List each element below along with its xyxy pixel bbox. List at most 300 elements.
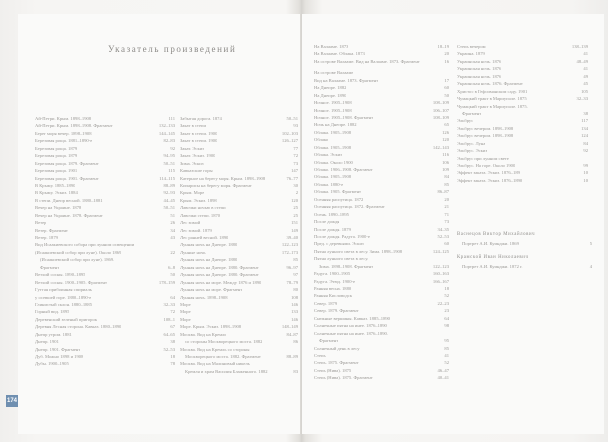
entry-page: 84 [444, 174, 449, 180]
entry-page: 50–51 [286, 116, 298, 121]
index-entry [457, 125, 588, 132]
entry-page: 50–51 [163, 205, 175, 211]
index-entry [35, 160, 175, 167]
entry-title: Москва. Вид на Малиновый никель [180, 361, 250, 367]
index-entry [457, 140, 588, 147]
entry-title: Закат. Эскиз [180, 145, 204, 151]
entry-title: Лунная ночь на Днепре. 1880. Фрагмент [180, 272, 259, 278]
entry-page: 32–33 [576, 96, 588, 102]
entry-title: Чумацкий тракт в Мариуполе. 1875 [457, 96, 527, 102]
entry-title: Облака. Эскиз [314, 152, 342, 158]
entry-title: Степь (Нива). 1875 [314, 367, 352, 373]
entry-title: Березовая роща. 1879. Фрагмент [35, 160, 99, 166]
entry-title: Лес зимой [180, 220, 201, 226]
entry-title: Москва. Вид на Кремль [180, 331, 227, 337]
index-column-2 [180, 111, 298, 375]
entry-title: Облака. 1905–1908 [314, 129, 352, 135]
entry-title: Степь (Нива). 1875. Фрагмент [314, 375, 373, 381]
index-entry [180, 160, 298, 167]
entry-title: Горный вид. 1895 [35, 309, 70, 315]
entry-page: 146 [291, 316, 298, 322]
index-entry [180, 227, 298, 234]
entry-page: 122–123 [432, 263, 449, 269]
entry-title: Крым. Эскиз. 1898 [180, 197, 217, 203]
entry-title: Закат в степи. 1900 [180, 130, 218, 136]
artist-work: Портрет А.И. Куинджи. 1869 5 [462, 241, 592, 246]
index-entry [35, 175, 175, 182]
index-entry [180, 256, 298, 263]
entry-page: 77 [293, 145, 298, 151]
entry-page: 92–93 [163, 190, 175, 196]
entry-title: Облака. 1880-е [314, 181, 344, 187]
entry-page: 105 [581, 88, 588, 94]
artist-work: Портрет А.И. Куинджи. 1872 г. 4 [462, 264, 592, 269]
entry-title: На Днепре. 1890 [314, 92, 347, 98]
entry-page: 93 [293, 123, 298, 129]
entry-title: Лунная ночь на море. Между 1876 и 1890 [180, 279, 262, 285]
index-entry [314, 278, 449, 285]
entry-page: 146 [291, 301, 298, 307]
index-entry [35, 152, 175, 159]
entry-page: 114–115 [159, 175, 175, 181]
entry-page: 10 [583, 177, 588, 183]
entry-title: Закат. Эскиз. 1900 [180, 153, 216, 159]
index-entry [180, 271, 298, 278]
entry-page: 34–35 [437, 226, 449, 232]
index-entry [35, 145, 175, 152]
index-entry [180, 115, 298, 122]
index-entry [457, 117, 588, 124]
entry-page: 10 [583, 170, 588, 176]
entry-title: Крым. Море [180, 190, 205, 196]
index-entry [35, 227, 175, 234]
entry-title: Лавочки ночью в степи [180, 205, 226, 211]
index-entry [457, 73, 588, 80]
entry-title: Север. 1879 [314, 300, 338, 306]
index-entry [314, 218, 449, 225]
index-entry [457, 58, 588, 65]
index-entry [314, 203, 449, 210]
entry-page: 126 [442, 129, 449, 135]
entry-title: Радуга. 1900–1905 [314, 271, 351, 277]
entry-title: Облака. 1905. Фрагмент [314, 189, 362, 195]
entry-page: 72 [170, 309, 175, 315]
entry-title: На острове Валааме [314, 70, 354, 76]
index-entry [180, 301, 298, 308]
index-entry [314, 129, 449, 136]
index-entry [180, 234, 298, 241]
index-entry [35, 316, 175, 323]
entry-page: 45 [583, 81, 588, 87]
entry-title: Солнечные пятна на инее. 1876–1890. [314, 330, 388, 336]
entry-page: 84 [583, 140, 588, 146]
entry-title: Дубы. 1900–1905 [35, 361, 69, 367]
entry-page: 92 [170, 145, 175, 151]
entry-page: 41 [583, 66, 588, 72]
index-entry [314, 367, 449, 374]
index-entry [457, 95, 588, 102]
entry-page: 151 [291, 220, 298, 226]
entry-title: Облака. 1905–1908 [314, 174, 352, 180]
entry-page: 18–19 [437, 44, 449, 49]
entry-title: Забытая дорога. 1874 [180, 116, 222, 121]
entry-title: Облака. 1905–1908 [314, 144, 352, 150]
entry-page: 41 [444, 352, 449, 358]
entry-title: Ранняя Кисловодск [314, 293, 352, 299]
index-entry [180, 279, 298, 286]
index-entry [180, 294, 298, 301]
entry-title: Эльбрус. Луна [457, 140, 486, 146]
entry-page: 39–40 [286, 235, 298, 240]
entry-title: со стороны Москворецкого моста. 1882 [185, 339, 263, 345]
entry-title: Эльбрус. Эскиз [457, 148, 488, 154]
index-entry [180, 241, 298, 248]
entry-page: 160–163 [432, 271, 449, 277]
entry-title: Эльбрус. На горе. Около 1900 [457, 163, 516, 168]
entry-page: 86 [293, 339, 298, 345]
index-column-3 [314, 43, 449, 382]
index-entry [314, 292, 449, 299]
entry-title: Украинская ночь. 1876 [457, 66, 502, 72]
entry-title: у осевшей горе. 1880–1890-е [35, 294, 92, 300]
index-entry [314, 352, 449, 359]
entry-page: 17 [444, 77, 449, 83]
index-entry [314, 114, 449, 121]
entry-page: 64 [170, 294, 175, 300]
entry-title: Пятна лунного света в лесу. [314, 256, 369, 262]
entry-title: Березовая роща. 1879 [35, 145, 78, 151]
entry-page: 80 [293, 287, 298, 293]
index-entry [180, 152, 298, 159]
index-entry [180, 137, 298, 144]
entry-page: 98 [444, 323, 449, 329]
index-entry [35, 264, 175, 271]
index-entry [314, 99, 449, 106]
entry-page: 60 [444, 241, 449, 247]
entry-page: 144–145 [158, 130, 175, 136]
right-page [302, 14, 604, 434]
entry-title: Лунная ночь на Днепре. 1880. Фрагмент [180, 264, 259, 270]
entry-title: Фрагмент [319, 338, 339, 344]
index-entry [457, 169, 588, 176]
entry-title: Солнечный день в лесу [314, 345, 360, 351]
entry-title: Берег моря вечер. 1898–1908 [35, 130, 92, 136]
entry-page: 60 [444, 85, 449, 91]
entry-title: Пятна лунного света в лесу. Зима. 1898–1908 [314, 248, 403, 254]
entry-title: Солнечные пятна на инее. 1876–1890 [314, 323, 387, 329]
entry-page: 115 [168, 168, 175, 174]
entry-page: 38 [170, 339, 175, 345]
index-entry [457, 80, 588, 87]
entry-title: Степь [314, 352, 326, 358]
entry-title: Глинистый склон. 1880–1885 [35, 301, 93, 307]
index-entry [314, 315, 449, 322]
entry-page: 52 [444, 293, 449, 299]
entry-page: 148–149 [281, 324, 298, 330]
entry-page: 52–53 [437, 233, 449, 239]
artist-name: Крамской Иван Николаевич [457, 255, 529, 260]
index-entry [314, 144, 449, 151]
index-entry [180, 331, 298, 338]
page-number-badge: 174 [6, 395, 18, 407]
entry-title: Чумацкий тракт в Мариуполе. 1875. [457, 103, 528, 109]
index-entry [35, 338, 175, 345]
entry-page: 124–125 [432, 248, 449, 254]
entry-title: Облака. Около 1900 [314, 159, 353, 165]
entry-page: 97 [293, 272, 298, 278]
entry-page: 111 [168, 116, 175, 121]
index-entry [314, 226, 449, 233]
index-entry [180, 167, 298, 174]
entry-title: Море [180, 309, 191, 315]
index-entry [457, 43, 588, 50]
entry-page: 26 [170, 220, 175, 226]
entry-page: 50 [170, 272, 175, 278]
entry-page: 122–123 [281, 242, 298, 248]
entry-page: 50–51 [163, 160, 175, 166]
entry-title: Зима. Эскиз [180, 160, 204, 166]
index-entry [314, 181, 449, 188]
index-entry [180, 122, 298, 129]
index-entry [314, 374, 449, 381]
index-entry [180, 353, 298, 360]
entry-page: 18 [170, 354, 175, 359]
entry-title: Дуб. Можно 1898 и 1908 [35, 354, 84, 359]
entry-title: Деревня Лесная сторона. Кавказ. 1880–1890 [35, 324, 122, 330]
entry-page: 116 [442, 152, 449, 158]
entry-title: Эффект заката. Эскиз. 1876–189 [457, 170, 520, 176]
index-entry [314, 248, 449, 255]
entry-page: 71 [444, 211, 449, 217]
index-entry [314, 107, 449, 114]
entry-page: 22 [170, 249, 175, 255]
entry-title: (Исаакиевский собор при луне). 1869. [40, 257, 115, 263]
index-entry [314, 69, 449, 76]
entry-page: 23 [444, 308, 449, 314]
index-entry [35, 204, 175, 211]
entry-title: В Крыму. Эскиз. 1884 [35, 190, 78, 196]
entry-title: Березовая роща. 1901 [35, 168, 78, 174]
index-entry [180, 212, 298, 219]
index-entry [314, 188, 449, 195]
index-entry [314, 211, 449, 218]
entry-page: 85 [444, 345, 449, 351]
index-entry [314, 240, 449, 247]
left-page [18, 14, 300, 434]
entry-title: Украинская ночь. 1876 [457, 73, 502, 79]
index-entry [314, 263, 449, 270]
entry-page: 85 [444, 181, 449, 187]
entry-page: 134 [581, 125, 588, 131]
index-entry [314, 136, 449, 143]
entry-page: 52 [444, 360, 449, 366]
entry-page: 32–33 [163, 301, 175, 307]
index-entry [180, 175, 298, 182]
entry-page: 120 [291, 197, 298, 203]
entry-page: 76–77 [286, 175, 298, 181]
entry-title: Эльбрус вечером. 1898–1908 [457, 133, 514, 139]
entry-page: 120 [442, 137, 449, 143]
index-entry [314, 307, 449, 314]
index-entry [35, 353, 175, 360]
index-entry [314, 345, 449, 352]
entry-title: Лунные ночь [180, 249, 206, 255]
entry-page: 95 [444, 338, 449, 344]
entry-title: Зима. 1898–1908. Фрагмент [319, 263, 374, 269]
index-entry [457, 103, 588, 110]
index-entry [314, 166, 449, 173]
entry-title: Вид на Валааме. 1873. Фрагмент [314, 77, 379, 83]
index-entry [35, 189, 175, 196]
entry-title: Кавказские горы [180, 168, 213, 174]
entry-page: 85 [293, 257, 298, 263]
entry-title: Вечер на Украине. 1878. Фрагмент [35, 212, 103, 218]
entry-title: Лавочки степи. 1870 [180, 212, 221, 218]
index-entry [314, 173, 449, 180]
entry-page: 43 [170, 235, 175, 240]
index-entry [180, 249, 298, 256]
index-entry [457, 65, 588, 72]
entry-title: На Валааме. Облака. 1873 [314, 51, 365, 57]
entry-page: 106 [442, 159, 449, 165]
entry-page: 16 [444, 58, 449, 64]
index-entry [314, 121, 449, 128]
entry-page: 142–143 [432, 144, 449, 150]
index-entry [314, 337, 449, 344]
entry-page: 172–173 [281, 249, 298, 255]
entry-page: 78–79 [286, 279, 298, 285]
index-entry [35, 271, 175, 278]
index-entry [314, 196, 449, 203]
entry-title: Море. Крым. Эскиз. 1898–1908 [180, 324, 242, 330]
entry-page: 126–127 [281, 138, 298, 144]
entry-page: 108 [291, 294, 298, 300]
entry-title: Вечер на Украине. 1878 [35, 205, 82, 211]
entry-title: Лес зимой. 1879 [180, 227, 212, 233]
index-entry [35, 182, 175, 189]
entry-title: После дождя. Радуга. 1900-е [314, 233, 370, 239]
index-entry [35, 122, 175, 129]
index-entry [180, 360, 298, 367]
entry-title: Христос в Гефсиманском саду. 1901 [457, 88, 528, 94]
index-entry [180, 182, 298, 189]
entry-title: Кипарисы на берегу моря. Фрагмент [180, 182, 252, 188]
index-entry [35, 115, 175, 122]
entry-page: 117 [581, 118, 588, 124]
entry-title: На Валааме. 1873 [314, 44, 349, 49]
entry-title: Днепр. 1901 [35, 339, 59, 345]
index-entry [35, 234, 175, 241]
entry-title: Украинская ночь. 1876. Фрагмент [457, 81, 523, 87]
index-entry [314, 92, 449, 99]
entry-title: Фрагмент [462, 110, 482, 116]
index-entry [35, 249, 175, 256]
entry-title: Ночь на Днепре. 1882 [314, 122, 357, 128]
entry-page: 18 [444, 286, 449, 291]
index-entry [314, 77, 449, 84]
entry-page: 109 [442, 167, 449, 172]
entry-page: 124 [581, 133, 588, 139]
entry-title: Березовая роща. 1879 [35, 153, 78, 159]
index-entry [314, 285, 449, 292]
entry-page: 72 [293, 153, 298, 159]
index-entry [35, 331, 175, 338]
entry-title: Кремля и храм Василия Блаженного. 1882 [185, 368, 268, 374]
entry-title: В Крыму. 1885–1890 [35, 182, 76, 188]
index-entry [457, 147, 588, 154]
index-entry [314, 255, 449, 262]
entry-page: 73 [293, 160, 298, 166]
entry-title: Север. 1879. Фрагмент [314, 308, 359, 314]
index-entry [35, 167, 175, 174]
entry-title: После дождя [314, 219, 340, 225]
entry-page: 99 [583, 163, 588, 168]
entry-page: 49 [583, 73, 588, 79]
entry-page: 50 [444, 92, 449, 98]
index-entry [180, 264, 298, 271]
entry-page: 51 [170, 212, 175, 218]
entry-page: 20 [444, 51, 449, 57]
index-entry [314, 159, 449, 166]
index-entry [35, 301, 175, 308]
index-entry [314, 270, 449, 277]
entry-title: Ветер. 1879 [35, 235, 58, 240]
entry-title: Гуттая прибоинная спириаль [35, 287, 92, 293]
entry-title: Море [180, 301, 191, 307]
index-entry [180, 286, 298, 293]
artist-name: Васнецов Виктор Михайлович [457, 232, 536, 237]
entry-title: Лунная ночь на Днепре. 1880 [180, 242, 238, 248]
entry-page: 65 [444, 122, 449, 128]
entry-page: 88–89 [286, 354, 298, 359]
entry-page: 147 [291, 168, 298, 174]
index-entry [35, 286, 175, 293]
index-entry [457, 162, 588, 169]
index-entry [35, 130, 175, 137]
entry-title: Ветхий сосны. 1900–1905. Фрагмент [35, 279, 107, 285]
entry-title: Фрагмент [40, 264, 60, 270]
entry-title: Пред. с деревьями. Эскиз [314, 241, 364, 247]
entry-title: Лунная ночь. 1898–1908 [180, 294, 228, 300]
index-entry [180, 219, 298, 226]
entry-page: 6–8 [168, 264, 175, 270]
entry-title: Лунная ночь на море. Фрагмент [180, 287, 243, 293]
entry-title: Осень. 1890–1895 [314, 211, 349, 217]
entry-title: Эльбрус [457, 118, 474, 124]
index-entry [314, 359, 449, 366]
entry-title: Эльбрус при лунном свете [457, 155, 509, 161]
entry-page: 84–87 [286, 331, 298, 337]
entry-title: Ранняя весна. 1880 [314, 286, 352, 291]
index-entry [314, 322, 449, 329]
entry-page: 25 [293, 212, 298, 218]
entry-title: В степи. Днепр весной. 1880–1881 [35, 197, 103, 203]
entry-page: 94–95 [163, 153, 175, 159]
entry-title: Деревенский зеленый пригорок [35, 316, 97, 322]
entry-title: Березовая роща. 1881–1890-е [35, 138, 93, 144]
entry-title: Ночное. 1905–1908 [314, 100, 352, 106]
index-entry [180, 130, 298, 137]
entry-title: Ветер. Фрагмент [35, 227, 68, 233]
index-entry [314, 43, 449, 50]
entry-page: 73 [444, 219, 449, 225]
entry-page: 38 [583, 110, 588, 116]
entry-page: 2 [295, 190, 298, 196]
index-entry [180, 368, 298, 375]
index-column-4 [457, 43, 588, 184]
entry-page: 22–23 [437, 300, 449, 306]
index-entry [35, 212, 175, 219]
